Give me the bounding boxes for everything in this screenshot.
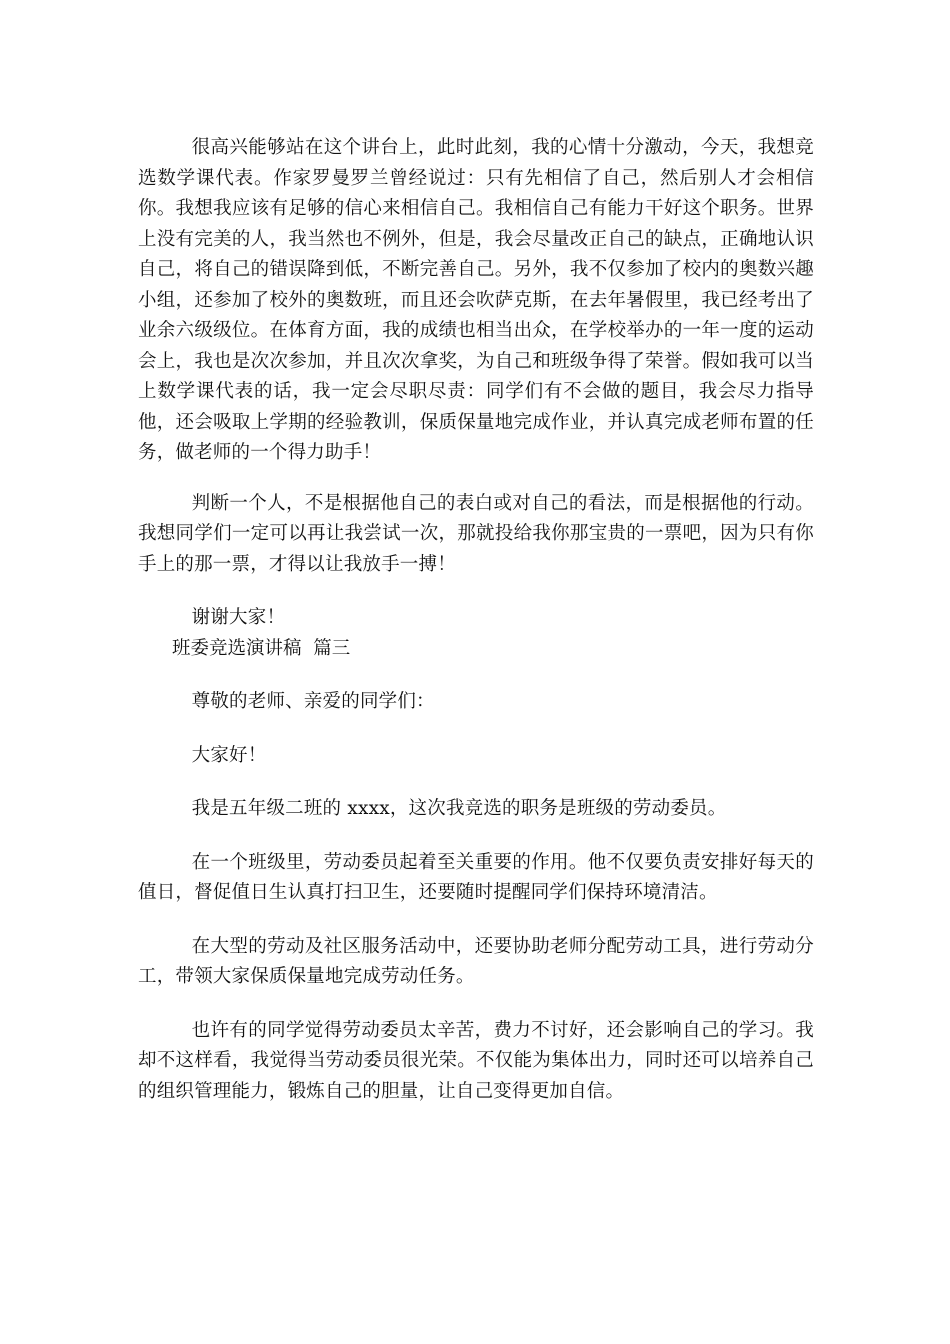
section-heading: 班委竞选演讲稿 篇三: [172, 637, 351, 659]
paragraph-self-intro: 我是五年级二班的 xxxx，这次我竞选的职务是班级的劳动委员。: [191, 798, 727, 819]
paragraph-activities: 在大型的劳动及社区服务活动中，还要协助老师分配劳动工具，进行劳动分工，带领大家保质保量地完成劳动任务。: [138, 935, 814, 987]
paragraph-role: 在一个班级里，劳动委员起着至关重要的作用。他不仅要负责安排好每天的值日，督促值日生认真打扫卫生，还要随时提醒同学们保持环境清洁。: [138, 851, 814, 903]
paragraph-greeting: 尊敬的老师、亲爱的同学们：: [191, 691, 435, 712]
paragraph-judgement: 判断一个人，不是根据他自己的表白或对自己的看法，而是根据他的行动。我想同学们一定可以再让我尝试一次，那就投给我你那宝贵的一票吧，因为只有你手上的那一票，才得以让我放手一搏！: [138, 492, 814, 575]
paragraph-intro: 很高兴能够站在这个讲台上，此时此刻，我的心情十分激动，今天，我想竞选数学课代表。作家罗曼罗兰曾经说过：只有先相信了自己，然后别人才会相信你。我想我应该有足够的信心来相信自己。我相信自己有能力干好这个职务。世界上没有完美的人，我当然也不例外，但是，我会尽量改正自己的缺点，正确地认识自己，将自己的错误降到低，不断完善自己。另外，我不仅参加了校内的奥数兴趣小组，还参加了校外的奥数班，而且还会吹萨克斯，在去年暑假里，我已经考出了业余六级级位。在体育方面，我的成绩也相当出众，在学校举办的一年一度的运动会上，我也是次次参加，并且次次拿奖，为自己和班级争得了荣誉。假如我可以当上数学课代表的话，我一定会尽职尽责：同学们有不会做的题目，我会尽力指导他，还会吸取上学期的经验教训，保质保量地完成作业，并认真完成老师布置的任务，做老师的一个得力助手！: [138, 137, 814, 463]
document-page: [138, 133, 814, 1107]
paragraph-thanks: 谢谢大家！: [191, 607, 286, 628]
paragraph-hello: 大家好！: [191, 744, 267, 766]
paragraph-view: 也许有的同学觉得劳动委员太辛苦，费力不讨好，还会影响自己的学习。我却不这样看，我觉得当劳动委员很光荣。不仅能为集体出力，同时还可以培养自己的组织管理能力，锻炼自己的胆量，让自己变得更加自信。: [138, 1019, 814, 1102]
